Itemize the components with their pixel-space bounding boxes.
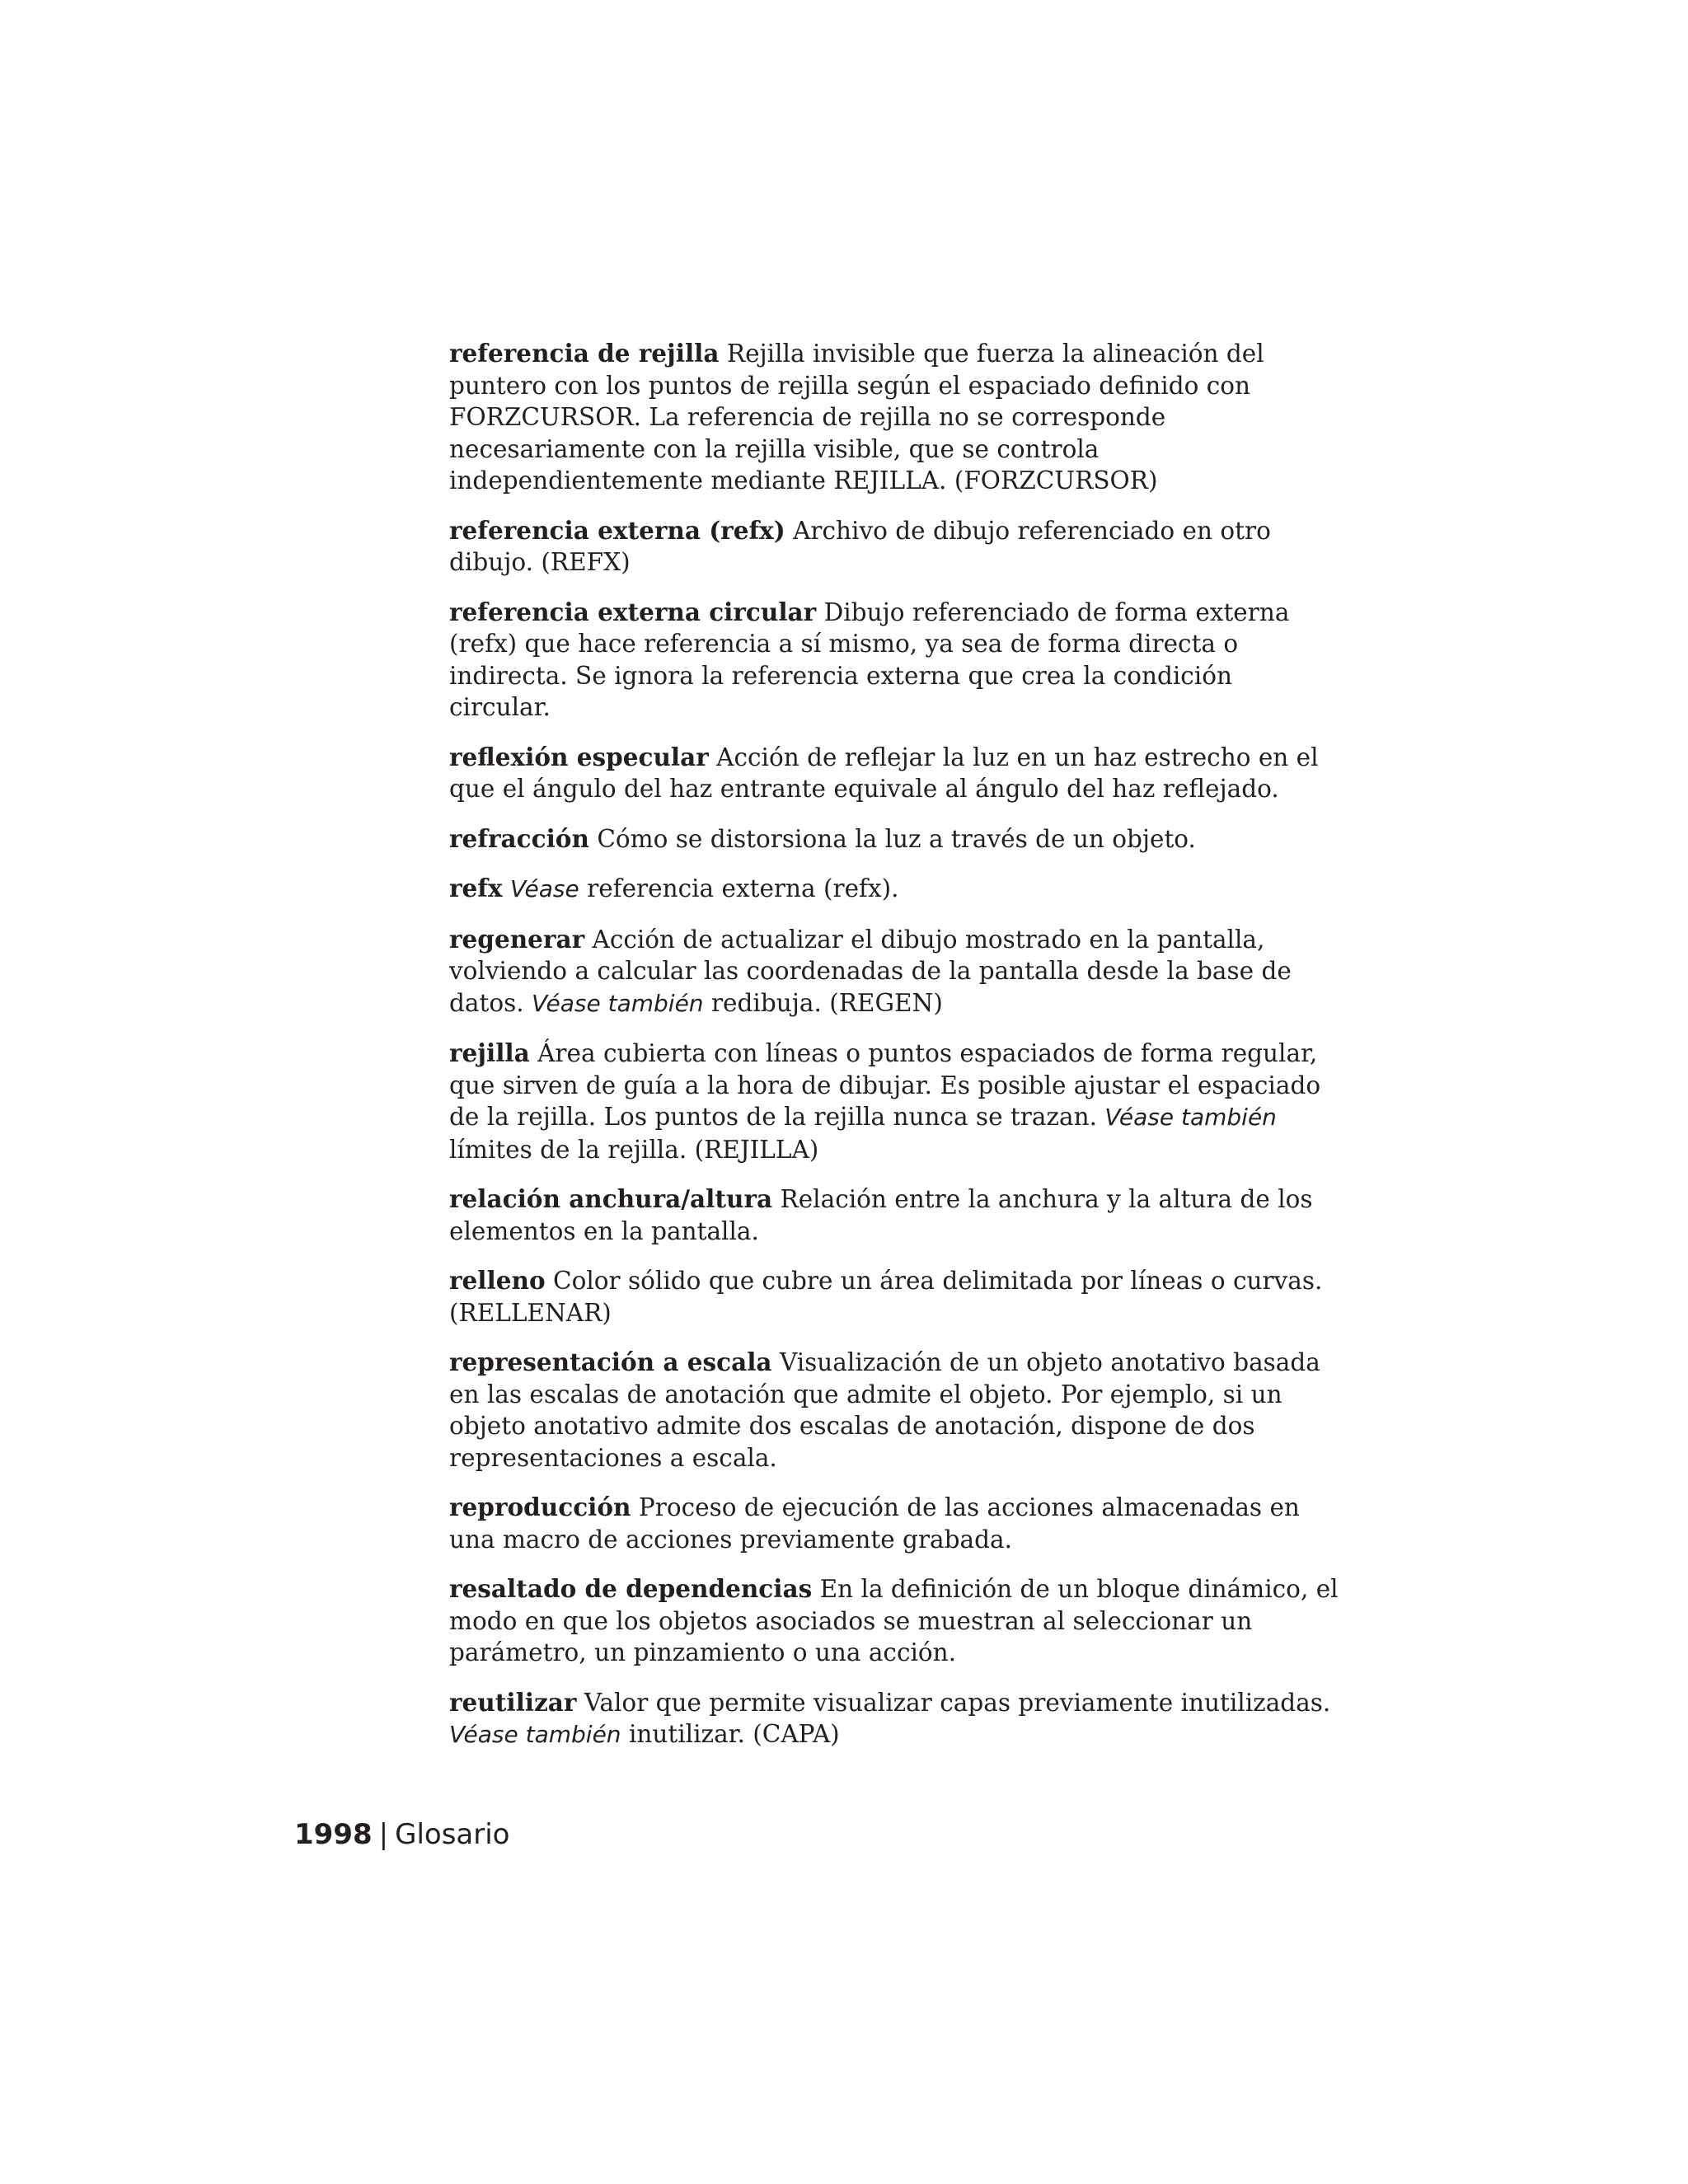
see-also-label: Véase también xyxy=(449,1721,621,1748)
glossary-term: representación a escala xyxy=(449,1347,772,1376)
see-also-label: Véase también xyxy=(532,989,704,1017)
glossary-term: regenerar xyxy=(449,924,585,954)
glossary-entry xyxy=(449,823,1339,855)
glossary-definition: Área cubierta con líneas o puntos espaciados de forma regular, que sirven de guía a la hora de dibujar. Es posible ajustar el espaciado de la rejilla. Los puntos de la rejilla nunca se trazan. xyxy=(449,1039,1321,1131)
glossary-list xyxy=(449,338,1339,1769)
section-title: Glosario xyxy=(395,1818,510,1851)
glossary-term: rejilla xyxy=(449,1038,530,1067)
glossary-entry xyxy=(449,338,1339,497)
glossary-entry xyxy=(449,873,1339,906)
glossary-entry xyxy=(449,1183,1339,1247)
glossary-entry xyxy=(449,742,1339,805)
glossary-entry xyxy=(449,1347,1339,1474)
page-footer xyxy=(294,1818,509,1851)
glossary-definition: Rejilla invisible que fuerza la alineación del puntero con los puntos de rejilla según el espaciado definido con FORZCURSOR. La referencia de rejilla no se corresponde necesariamente con la rejilla visible, que se controla independientemente mediante REJILLA. (FORZCURSOR) xyxy=(449,340,1264,494)
glossary-definition: referencia externa (refx). xyxy=(587,874,899,902)
glossary-definition: Relación entre la anchura y la altura de los elementos en la pantalla. xyxy=(449,1185,1313,1245)
glossary-term: refracción xyxy=(449,823,589,853)
glossary-entry xyxy=(449,1038,1339,1165)
glossary-definition: Archivo de dibujo referenciado en otro dibujo. (REFX) xyxy=(449,516,1271,576)
glossary-term: relación anchura/altura xyxy=(449,1184,773,1213)
footer-separator: | xyxy=(378,1818,389,1851)
glossary-term: refx xyxy=(449,874,503,902)
glossary-definition: Color sólido que cubre un área delimitada por líneas o curvas. (RELLENAR) xyxy=(449,1267,1323,1327)
glossary-entry xyxy=(449,1687,1339,1751)
glossary-definition-end: inutilizar. (CAPA) xyxy=(628,1720,840,1748)
glossary-definition: En la definición de un bloque dinámico, el modo en que los objetos asociados se muestran al seleccionar un parámetro, un pinzamiento o una acción. xyxy=(449,1575,1339,1666)
glossary-entry xyxy=(449,924,1339,1020)
glossary-definition: Visualización de un objeto anotativo basada en las escalas de anotación que admite el objeto. Por ejemplo, si un objeto anotativo admite dos escalas de anotación, dispone de dos representaciones a escala. xyxy=(449,1348,1320,1472)
see-reference-label: Véase xyxy=(509,875,579,902)
glossary-term: reproducción xyxy=(449,1493,631,1521)
glossary-definition: Valor que permite visualizar capas previamente inutilizadas. xyxy=(584,1688,1331,1717)
glossary-entry xyxy=(449,1265,1339,1329)
see-also-label: Véase también xyxy=(1104,1104,1277,1131)
glossary-term: referencia externa (refx) xyxy=(449,515,785,545)
glossary-definition: Cómo se distorsiona la luz a través de un objeto. xyxy=(597,824,1196,853)
glossary-term: resaltado de dependencias xyxy=(449,1574,813,1603)
glossary-entry xyxy=(449,515,1339,579)
glossary-definition: Acción de actualizar el dibujo mostrado en la pantalla, volviendo a calcular las coordenadas de la pantalla desde la base de datos. xyxy=(449,925,1292,1017)
glossary-entry xyxy=(449,597,1339,724)
glossary-term: relleno xyxy=(449,1266,546,1295)
glossary-entry xyxy=(449,1573,1339,1669)
glossary-term: reflexión especular xyxy=(449,742,709,771)
glossary-term: reutilizar xyxy=(449,1687,577,1717)
glossary-definition-end: redibuja. (REGEN) xyxy=(710,988,943,1017)
glossary-definition: Dibujo referenciado de forma externa (refx) que hace referencia a sí mismo, ya sea de forma directa o indirecta. Se ignora la referencia externa que crea la condición circular. xyxy=(449,598,1290,721)
glossary-definition: Proceso de ejecución de las acciones almacenadas en una macro de acciones previamente grabada. xyxy=(449,1493,1300,1554)
page-number: 1998 xyxy=(294,1818,373,1851)
glossary-definition: Acción de reflejar la luz en un haz estrecho en el que el ángulo del haz entrante equivale al ángulo del haz reflejado. xyxy=(449,743,1319,803)
glossary-definition-end: límites de la rejilla. (REJILLA) xyxy=(449,1135,819,1164)
glossary-term: referencia de rejilla xyxy=(449,339,720,368)
glossary-term: referencia externa circular xyxy=(449,597,817,626)
glossary-entry xyxy=(449,1492,1339,1555)
